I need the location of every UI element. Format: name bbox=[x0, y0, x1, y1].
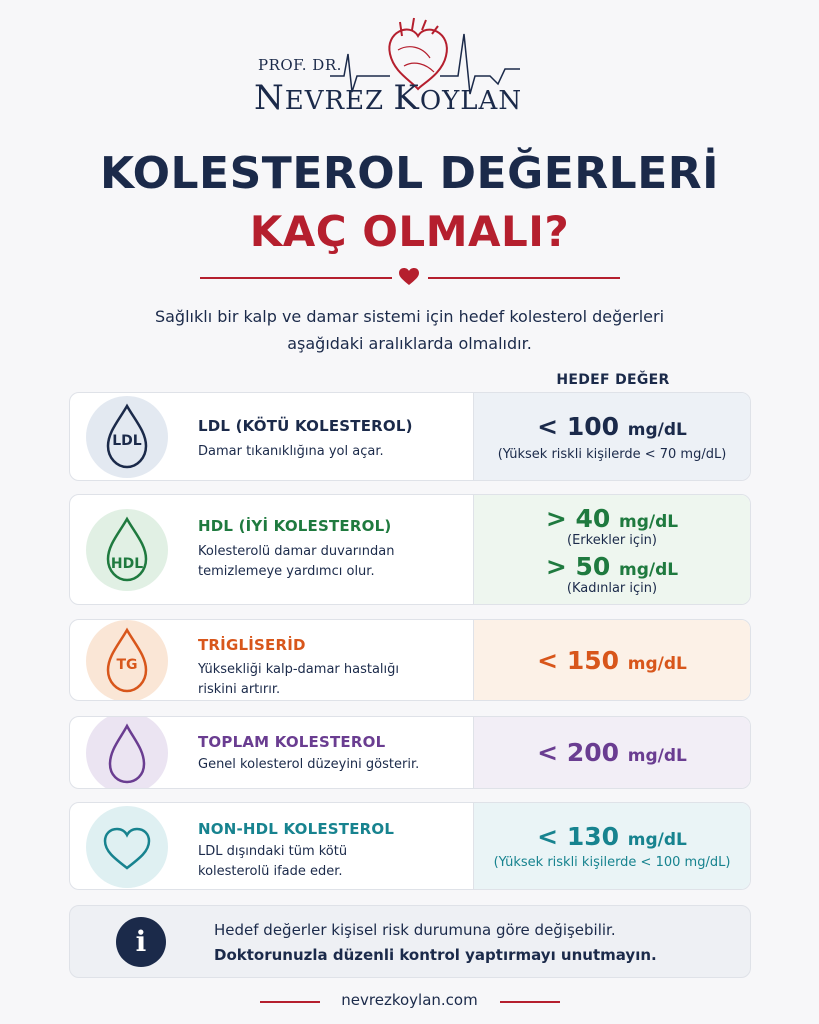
hdl-icon-circle bbox=[86, 509, 168, 591]
footer-line-right bbox=[500, 1001, 560, 1003]
tg-title: TRİGLİSERİD bbox=[198, 636, 306, 654]
tg-description: Yüksekliği kalp-damar hastalığı riskini artırır. bbox=[198, 662, 400, 697]
nonhdl-description: LDL dışındaki tüm kötü kolesterolü ifade eder. bbox=[198, 844, 348, 879]
hdl-title: HDL (İYİ KOLESTEROL) bbox=[198, 517, 392, 535]
ldl-icon-circle bbox=[86, 396, 168, 478]
column-header: HEDEF DEĞER bbox=[556, 372, 670, 388]
tg-target bbox=[473, 620, 750, 700]
info-text-line1: Hedef değerler kişisel risk durumuna göre değişebilir. bbox=[214, 921, 616, 939]
intro-text: Sağlıklı bir kalp ve damar sistemi için hedef kolesterol değerleri aşağıdaki aralıklarda olmalıdır. bbox=[154, 307, 665, 353]
page-title: KOLESTEROL DEĞERLERİ bbox=[100, 148, 719, 199]
hdl-target-value-men: > 40 mg/dL bbox=[545, 503, 679, 533]
ldl-description: Damar tıkanıklığına yol açar. bbox=[198, 444, 384, 459]
hdl-target bbox=[473, 495, 750, 604]
hdl-description: Kolesterolü damar duvarından temizlemeye yardımcı olur. bbox=[198, 544, 395, 579]
ldl-title: LDL (KÖTÜ KOLESTEROL) bbox=[198, 417, 413, 435]
total-title: TOPLAM KOLESTEROL bbox=[198, 733, 386, 751]
heart-icon bbox=[86, 806, 168, 888]
total-cholesterol-card bbox=[69, 716, 751, 789]
ldl-target bbox=[473, 393, 750, 480]
page-subtitle: KAÇ OLMALI? bbox=[249, 207, 570, 256]
non-hdl-card bbox=[69, 802, 751, 890]
total-target-value: < 200 mg/dL bbox=[537, 738, 687, 767]
tg-icon-circle bbox=[86, 620, 168, 701]
drop-icon bbox=[86, 509, 168, 591]
ldl-target-note: (Yüksek riskli kişilerde < 70 mg/dL) bbox=[497, 446, 727, 462]
logo-name: NEVREZ KOYLAN bbox=[254, 78, 523, 118]
nonhdl-icon-circle bbox=[86, 806, 168, 888]
triglyceride-card bbox=[69, 619, 751, 701]
hdl-target-value-women: > 50 mg/dL bbox=[545, 551, 679, 581]
nonhdl-target-note: (Yüksek riskli kişilerde < 100 mg/dL) bbox=[493, 855, 731, 870]
heart-divider-icon bbox=[399, 268, 419, 286]
hdl-note-men: (Erkekler için) bbox=[567, 532, 657, 548]
tg-icon-label: TG bbox=[116, 657, 138, 673]
nonhdl-target-value: < 130 mg/dL bbox=[537, 822, 687, 851]
drop-icon bbox=[86, 716, 168, 789]
total-description: Genel kolesterol düzeyini gösterir. bbox=[198, 757, 420, 772]
hdl-icon-label: HDL bbox=[110, 556, 144, 572]
divider-left bbox=[200, 277, 392, 279]
ldl-target-value: < 100 mg/dL bbox=[537, 411, 687, 441]
logo bbox=[0, 14, 819, 124]
total-target bbox=[473, 717, 750, 788]
divider-right bbox=[428, 277, 620, 279]
footer-website[interactable]: nevrezkoylan.com bbox=[341, 991, 478, 1009]
nonhdl-target bbox=[473, 803, 750, 889]
info-icon: i bbox=[116, 917, 166, 967]
hdl-card bbox=[69, 494, 751, 605]
hdl-note-women: (Kadınlar için) bbox=[566, 580, 658, 596]
info-text-line2: Doktorunuzla düzenli kontrol yaptırmayı unutmayın. bbox=[214, 946, 657, 964]
logo-prefix: PROF. DR. bbox=[258, 56, 342, 74]
tg-target-value: < 150 mg/dL bbox=[537, 645, 687, 675]
nonhdl-title: NON-HDL KOLESTEROL bbox=[198, 820, 395, 838]
ldl-card bbox=[69, 392, 751, 481]
info-box bbox=[69, 905, 751, 978]
ldl-icon-label: LDL bbox=[112, 433, 142, 449]
total-icon-circle bbox=[86, 716, 168, 789]
